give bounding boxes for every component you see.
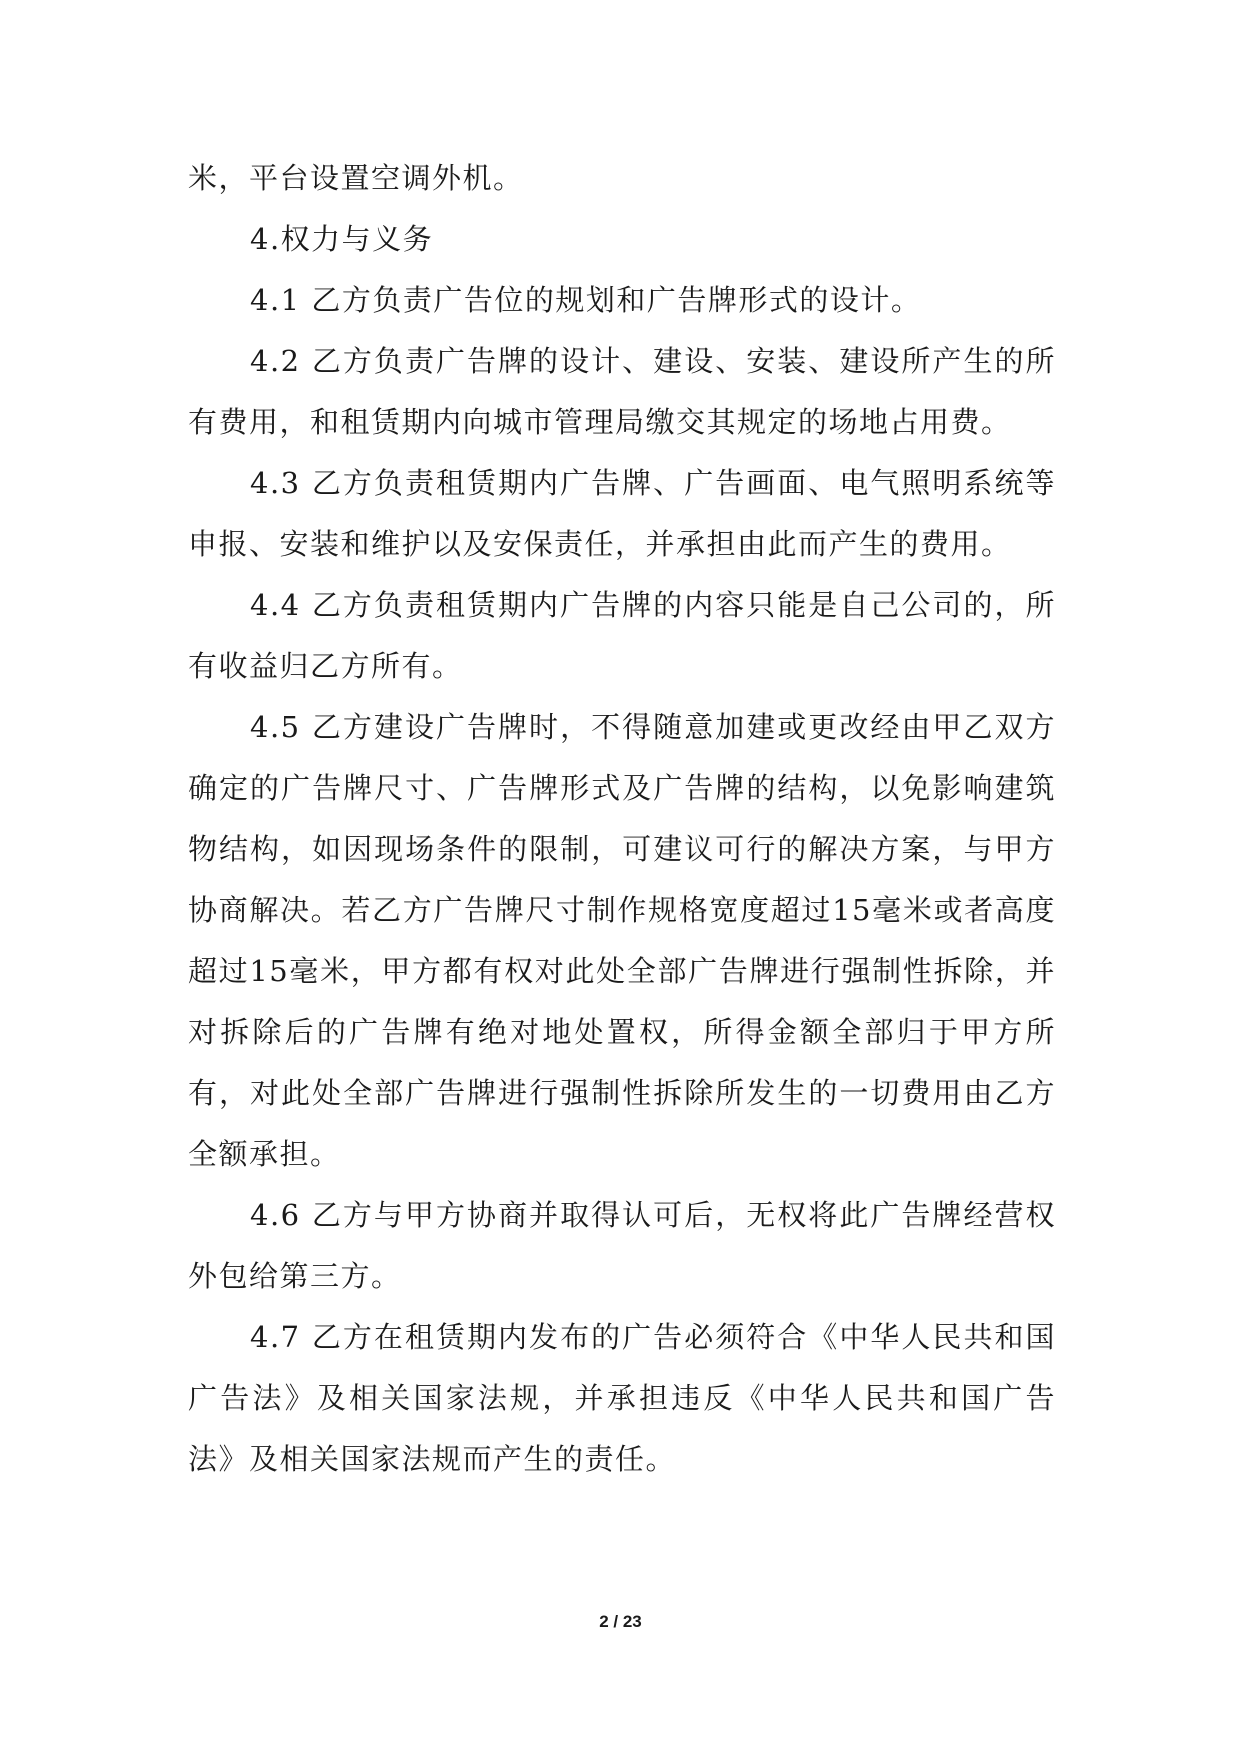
clause-4-5: 4.5 乙方建设广告牌时，不得随意加建或更改经由甲乙双方确定的广告牌尺寸、广告牌形式及广告牌的结构，以免影响建筑物结构，如因现场条件的限制，可建议可行的解决方案，与甲方协商解决。若乙方广告牌尺寸制作规格宽度超过15毫米或者高度超过15毫米，甲方都有权对此处全部广告牌进行强制性拆除，并对拆除后的广告牌有绝对地处置权，所得金额全部归于甲方所有，对此处全部广告牌进行强制性拆除所发生的一切费用由乙方全额承担。: [188, 710, 1056, 1171]
clause-4-1: 4.1 乙方负责广告位的规划和广告牌形式的设计。: [250, 283, 922, 317]
clause-4-4: 4.4 乙方负责租赁期内广告牌的内容只能是自己公司的，所有收益归乙方所有。: [188, 588, 1056, 683]
section-heading-rights-obligations: 4.权力与义务: [250, 222, 434, 256]
clause-4-2: 4.2 乙方负责广告牌的设计、建设、安装、建设所产生的所有费用，和租赁期内向城市管理局缴交其规定的场地占用费。: [188, 344, 1056, 439]
document-body: [188, 148, 1056, 1490]
clause-4-7: 4.7 乙方在租赁期内发布的广告必须符合《中华人民共和国广告法》及相关国家法规，并承担违反《中华人民共和国广告法》及相关国家法规而产生的责任。: [188, 1320, 1056, 1476]
clause-4-3: 4.3 乙方负责租赁期内广告牌、广告画面、电气照明系统等申报、安装和维护以及安保责任，并承担由此而产生的费用。: [188, 466, 1056, 561]
clause-4-6: 4.6 乙方与甲方协商并取得认可后，无权将此广告牌经营权外包给第三方。: [188, 1198, 1056, 1293]
page-number: 2 / 23: [599, 1612, 642, 1631]
paragraph-continuation: 米，平台设置空调外机。: [188, 161, 524, 195]
